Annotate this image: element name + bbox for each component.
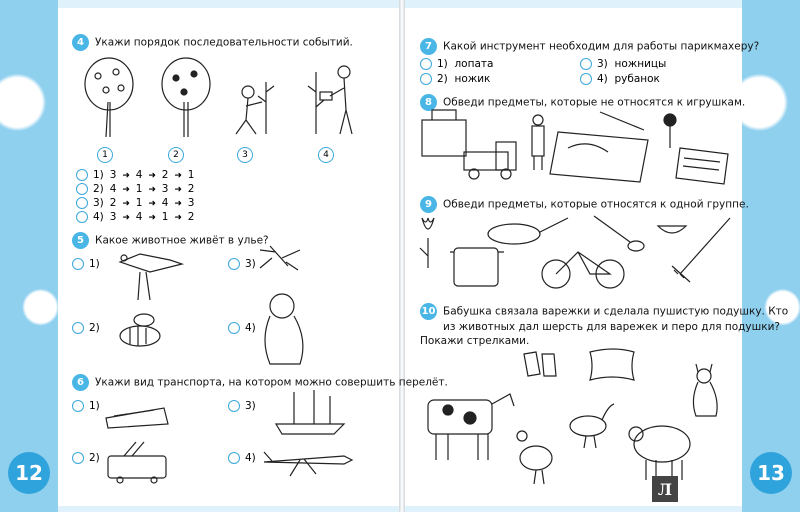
q6-option-3[interactable]: 3) (228, 400, 256, 412)
q7-option-3[interactable]: 3) ножницы (580, 58, 666, 70)
right-snowflake-border (742, 0, 800, 512)
question-number: 5 (72, 232, 89, 249)
arrow-icon: ➜ (122, 171, 130, 181)
radio-button[interactable] (72, 400, 84, 412)
radio-button[interactable] (72, 258, 84, 270)
picture-label-3: 3 (237, 147, 253, 163)
question-number: 6 (72, 374, 89, 391)
q5-option-3[interactable]: 3) (228, 258, 256, 270)
animals-and-items-pictures (418, 344, 738, 494)
question-text: Обведи предметы, которые не относятся к игрушкам. (443, 96, 746, 109)
left-snowflake-border (0, 0, 58, 512)
question-text: Какое животное живёт в улье? (95, 234, 269, 247)
question-text-line-1: Бабушка связала варежки и сделала пушистую подушку. Кто (443, 305, 789, 318)
publisher-logo: Л (652, 476, 678, 502)
question-number: 8 (420, 94, 437, 111)
arrow-icon: ➜ (148, 171, 156, 181)
radio-button[interactable] (72, 452, 84, 464)
question-4 (72, 34, 353, 51)
bee-picture (120, 314, 160, 346)
radio-button[interactable] (76, 211, 88, 223)
ladle-picture (594, 216, 644, 251)
stork-picture (120, 254, 182, 300)
question-text-line-2: из животных дал шерсть для варежек и перо для подушки? (443, 321, 780, 333)
question-number: 10 (420, 303, 437, 320)
question-number: 9 (420, 196, 437, 213)
picture-label-1: 1 (97, 147, 113, 163)
group-objects-pictures (418, 212, 738, 294)
question-text: Укажи порядок последовательности событий. (95, 36, 353, 49)
boy-planting-picture (236, 82, 274, 134)
pillow-picture (590, 349, 634, 380)
question-text: Укажи вид транспорта, на котором можно совершить перелёт. (95, 376, 448, 389)
arrow-icon: ➜ (122, 185, 130, 195)
arrow-icon: ➜ (148, 185, 156, 195)
saucepan-picture (450, 248, 504, 286)
arrow-icon: ➜ (122, 213, 130, 223)
tree-growth-pictures (76, 52, 376, 142)
sheep-picture (629, 426, 690, 480)
sailing-ship-picture (276, 390, 344, 434)
arrow-icon: ➜ (148, 213, 156, 223)
cow-picture (428, 394, 514, 460)
q6-option-4[interactable]: 4) (228, 452, 256, 464)
animal-pictures (110, 240, 360, 370)
radio-button[interactable] (580, 58, 592, 70)
toys-pictures (418, 108, 738, 190)
bear-picture (265, 294, 303, 364)
mittens-picture (524, 352, 556, 376)
question-text: Обведи предметы, которые относятся к одной группе. (443, 198, 749, 211)
bowl-picture (658, 226, 686, 233)
radio-button[interactable] (72, 322, 84, 334)
toy-soldier-picture (532, 115, 544, 170)
question-text: Какой инструмент необходим для работы парикмахеру? (443, 40, 760, 53)
question-number: 4 (72, 34, 89, 51)
hen-picture (517, 431, 552, 484)
arrow-icon: ➜ (174, 199, 182, 209)
sequence-option-3[interactable]: 3) 2 ➜ 1 ➜ 4 ➜ 3 (76, 197, 197, 209)
bicycle-picture (542, 252, 624, 288)
radio-button[interactable] (76, 169, 88, 181)
dragonfly-picture (260, 246, 300, 270)
arrow-icon: ➜ (174, 213, 182, 223)
radio-button[interactable] (76, 183, 88, 195)
page-fold (399, 0, 405, 512)
radio-button[interactable] (580, 73, 592, 85)
tree-fruit-picture (162, 58, 210, 137)
q7-option-1[interactable]: 1) лопата (420, 58, 493, 70)
question-7 (420, 38, 759, 55)
q6-option-1[interactable]: 1) (72, 400, 100, 412)
page-number-left: 12 (8, 452, 50, 494)
boy-watering-picture (308, 66, 352, 134)
arrow-icon: ➜ (148, 199, 156, 209)
picture-label-4: 4 (318, 147, 334, 163)
bag-picture (422, 110, 466, 156)
tree-blossom-picture (85, 58, 133, 137)
question-number: 7 (420, 38, 437, 55)
question-10 (420, 303, 788, 348)
airplane-picture (264, 452, 352, 476)
rake-picture (672, 218, 730, 282)
radio-button[interactable] (76, 197, 88, 209)
q5-option-2[interactable]: 2) (72, 322, 100, 334)
radio-button[interactable] (420, 58, 432, 70)
sequence-option-1[interactable]: 1) 3 ➜ 4 ➜ 2 ➜ 1 (76, 169, 197, 181)
q5-option-1[interactable]: 1) (72, 258, 100, 270)
cat-picture (693, 364, 717, 416)
arrow-icon: ➜ (122, 199, 130, 209)
rattle-picture (664, 114, 676, 148)
question-text-line-3: Покажи стрелками. (420, 335, 530, 347)
sequence-option-2[interactable]: 2) 4 ➜ 1 ➜ 3 ➜ 2 (76, 183, 197, 195)
q5-option-4[interactable]: 4) (228, 322, 256, 334)
train-picture (106, 408, 168, 428)
toy-truck-picture (464, 142, 516, 179)
q7-option-4[interactable]: 4) рубанок (580, 73, 660, 85)
tulip-picture (420, 218, 434, 268)
trolleybus-picture (108, 442, 166, 483)
sketchbook-picture (550, 132, 648, 182)
transport-pictures (104, 388, 364, 488)
radio-button[interactable] (420, 73, 432, 85)
arrow-icon: ➜ (174, 171, 182, 181)
question-9 (420, 196, 749, 213)
pen-picture (600, 112, 644, 130)
q7-option-2[interactable]: 2) ножик (420, 73, 490, 85)
q6-option-2[interactable]: 2) (72, 452, 100, 464)
notepad-picture (676, 148, 728, 184)
arrow-icon: ➜ (174, 185, 182, 195)
page-number-right: 13 (750, 452, 792, 494)
frying-pan-picture (488, 218, 568, 244)
goose-picture (570, 404, 614, 448)
picture-label-2: 2 (168, 147, 184, 163)
sequence-option-4[interactable]: 4) 3 ➜ 4 ➜ 1 ➜ 2 (76, 211, 197, 223)
